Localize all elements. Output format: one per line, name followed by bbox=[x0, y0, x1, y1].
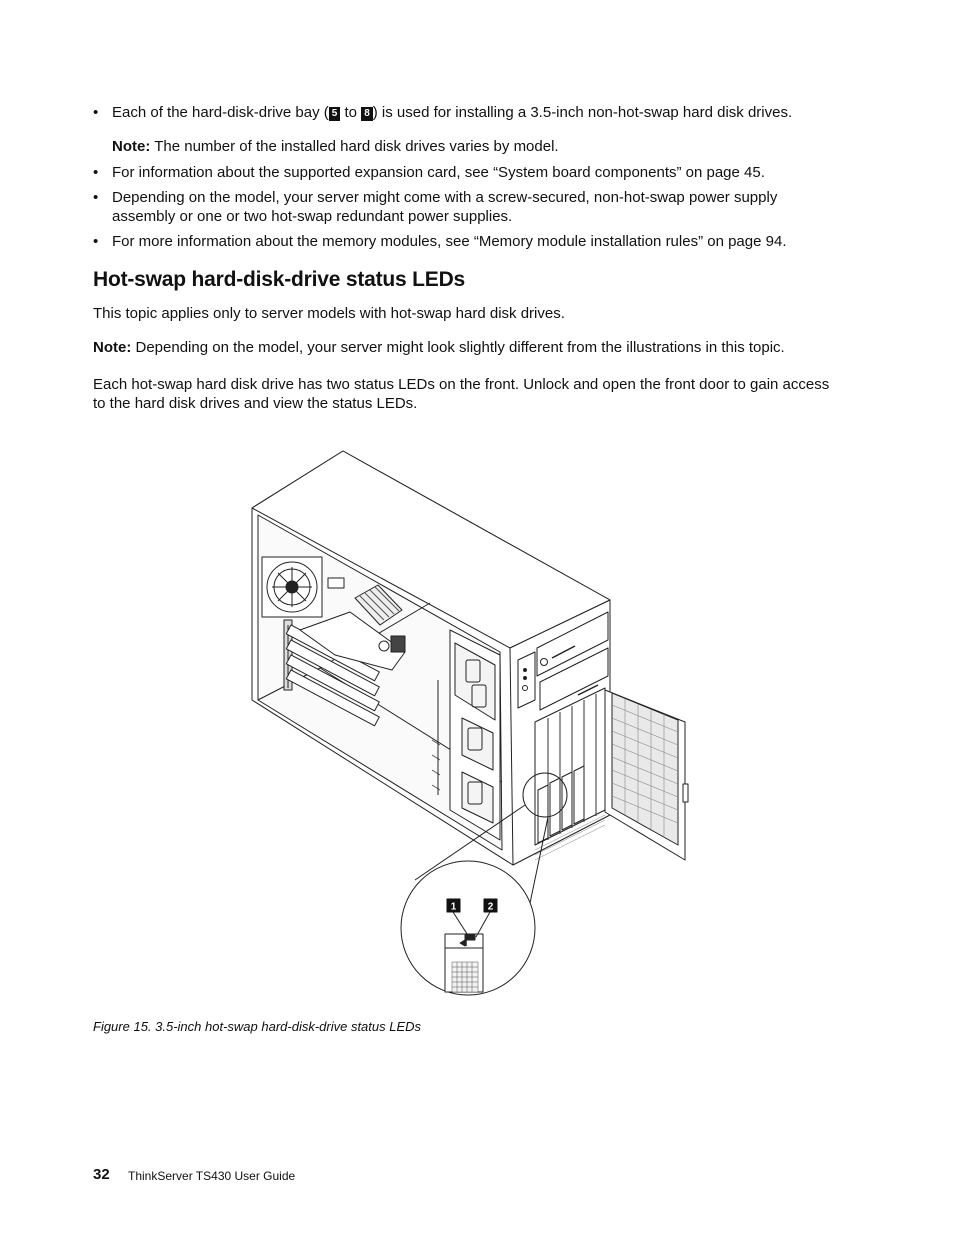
note-text: The number of the installed hard disk drives varies by model. bbox=[150, 138, 559, 155]
note-hdd-count bbox=[112, 137, 852, 156]
callout-8: 8 bbox=[361, 107, 373, 121]
section-heading: Hot-swap hard-disk-drive status LEDs bbox=[93, 268, 466, 291]
bullet-expansion-card: For information about the supported expansion card, see “System board components” on page 45. bbox=[112, 164, 765, 181]
bullet-hdd-bays-prefix: Each of the hard-disk-drive bay ( bbox=[112, 104, 329, 121]
bullet-hdd-bays bbox=[112, 103, 852, 122]
figure-caption: Figure 15. 3.5-inch hot-swap hard-disk-drive status LEDs bbox=[93, 1019, 422, 1034]
section-intro: This topic applies only to server models with hot-swap hard disk drives. bbox=[93, 305, 565, 322]
section-body: Each hot-swap hard disk drive has two status LEDs on the front. Unlock and open the front door to gain access to the hard disk drives and view the status LEDs. bbox=[93, 376, 830, 412]
section-note bbox=[93, 338, 863, 357]
note-text: Depending on the model, your server might look slightly different from the illustrations in this topic. bbox=[131, 339, 785, 356]
bullet-marker: • bbox=[93, 164, 99, 181]
callout-5: 5 bbox=[329, 107, 341, 121]
bullet-memory-modules: For more information about the memory modules, see “Memory module installation rules” on page 94. bbox=[112, 233, 787, 250]
note-label: Note: bbox=[93, 339, 132, 356]
bullet-hdd-bays-suffix: ) is used for installing a 3.5-inch non-hot-swap hard disk drives. bbox=[372, 104, 793, 121]
note-label: Note: bbox=[112, 138, 151, 155]
bullet-marker: • bbox=[93, 104, 99, 121]
document-title: ThinkServer TS430 User Guide bbox=[128, 1169, 296, 1183]
bullet-hdd-bays-middle: to bbox=[340, 104, 362, 121]
page-number: 32 bbox=[93, 1166, 110, 1183]
bullet-marker: • bbox=[93, 233, 99, 250]
bullet-marker: • bbox=[93, 189, 99, 206]
bullet-power-supply: Depending on the model, your server might come with a screw-secured, non-hot-swap power supply assembly or one or two hot-swap redundant power supplies. bbox=[112, 189, 778, 225]
callout-2: 2 bbox=[487, 901, 494, 913]
server-illustration bbox=[240, 445, 700, 1005]
callout-1: 1 bbox=[450, 901, 457, 913]
